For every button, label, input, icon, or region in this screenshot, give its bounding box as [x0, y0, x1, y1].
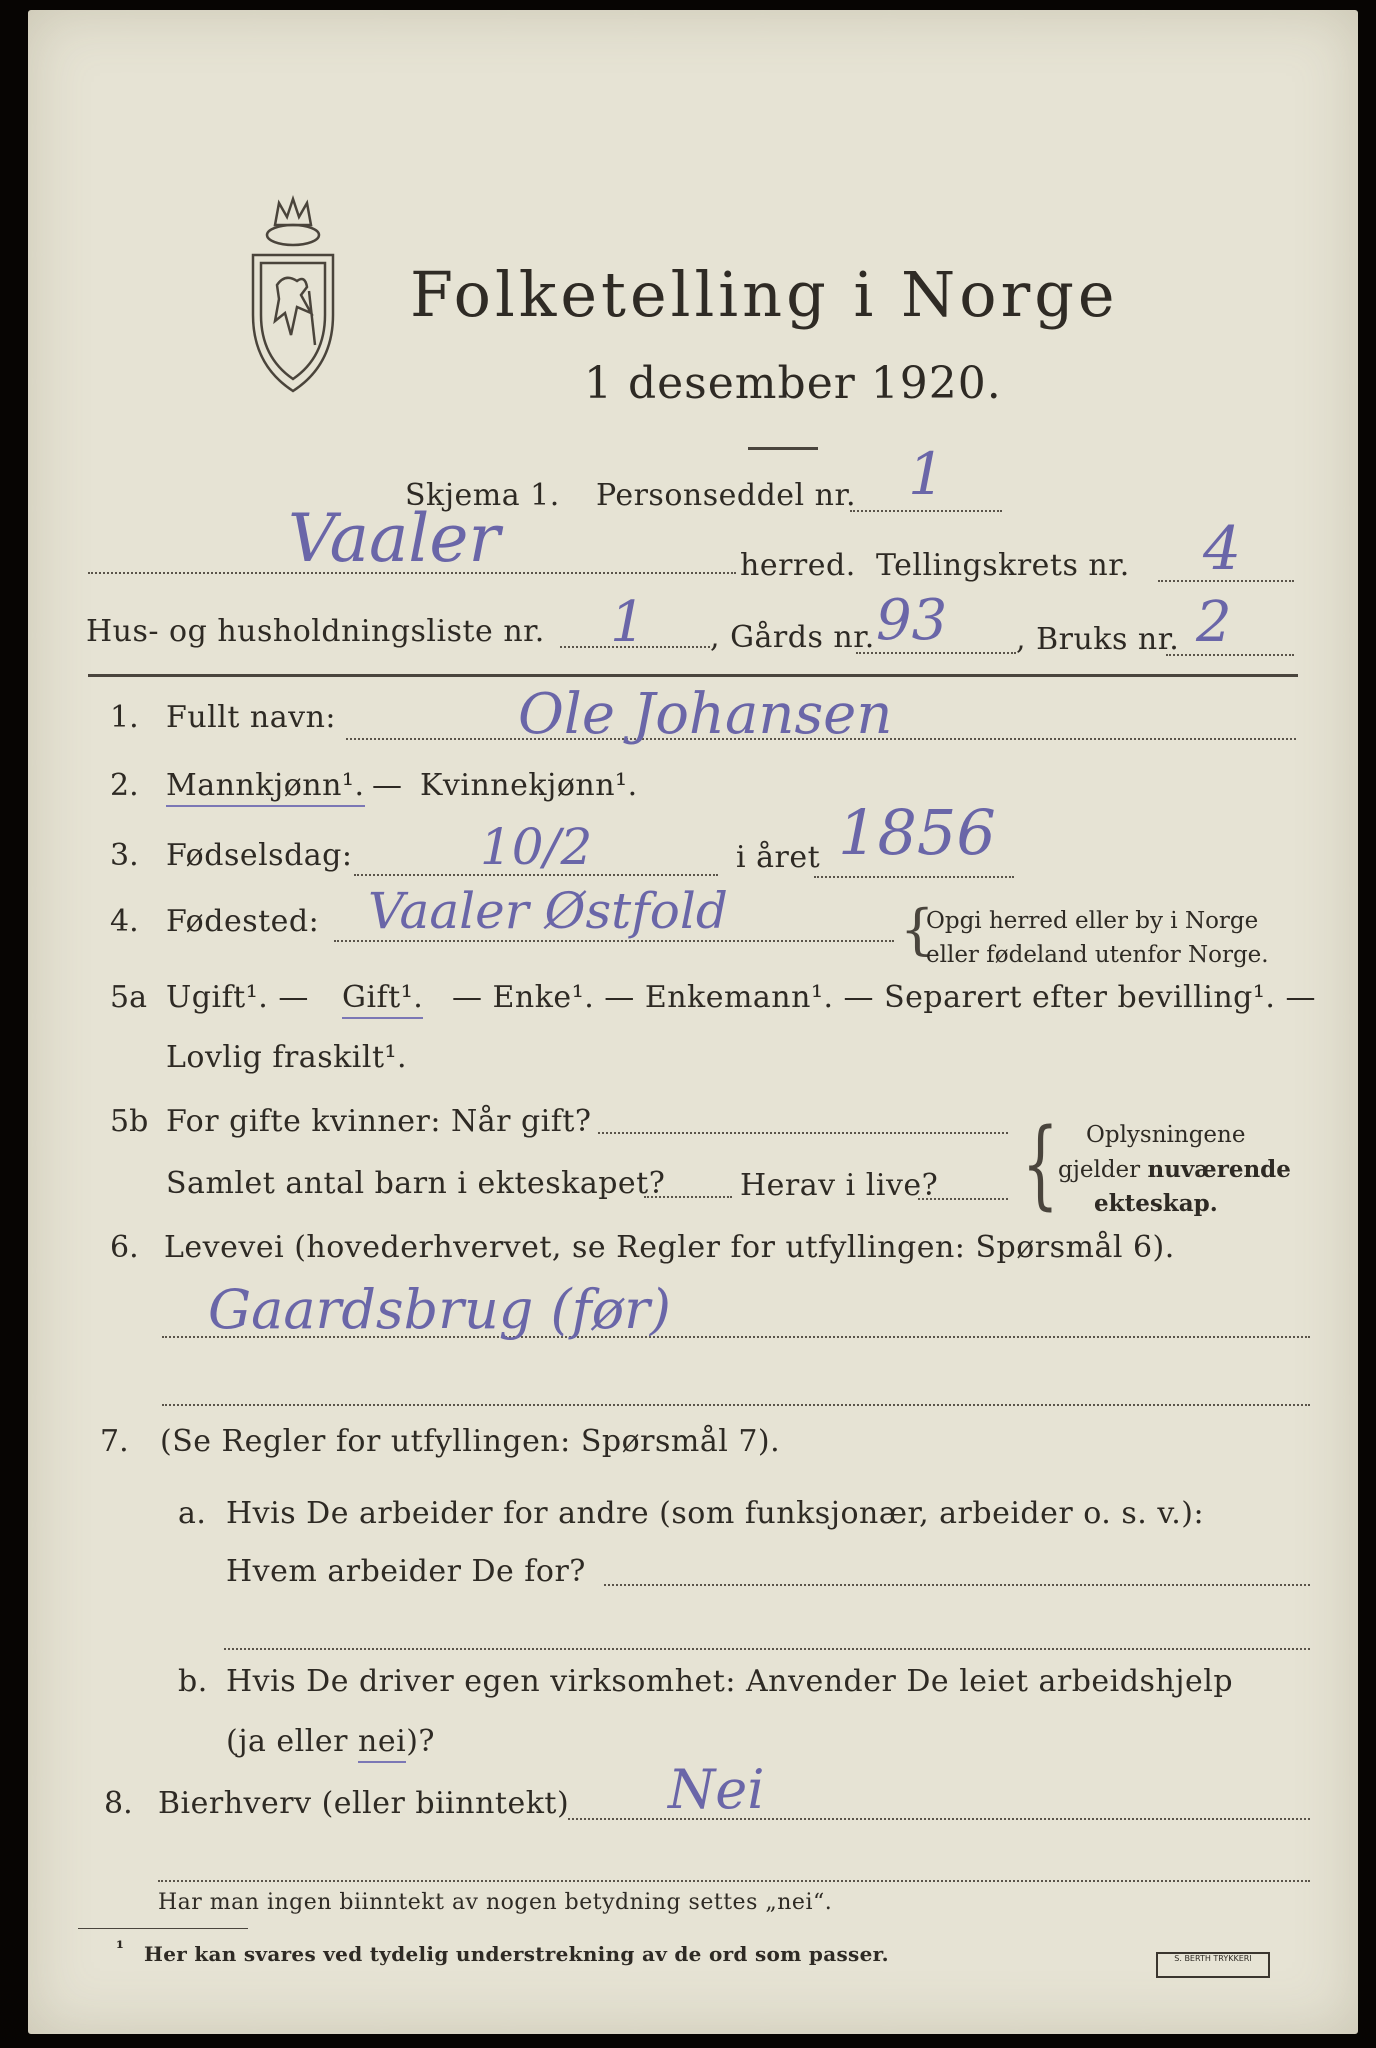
printer-stamp: [1156, 1952, 1270, 1978]
gards-value: 93: [876, 588, 948, 653]
q6-label: Levevei (hovederhvervet, se Regler for utfyllingen: Spørsmål 6).: [164, 1230, 1175, 1265]
birthplace-note-1: Opgi herred eller by i Norge: [926, 908, 1259, 934]
q2-number: 2.: [110, 768, 139, 803]
gards-label: , Gårds nr.: [710, 620, 875, 655]
q7b-answer-nei: nei: [358, 1724, 406, 1763]
bruks-value: 2: [1196, 590, 1232, 655]
occupation-field-2[interactable]: [162, 1404, 1310, 1406]
q5b-married-when-label: For gifte kvinner: Når gift?: [166, 1104, 592, 1139]
bruks-label: , Bruks nr.: [1016, 622, 1180, 657]
printer-stamp-text: S. BERTH TRYKKERI: [1174, 1954, 1252, 1963]
birthplace-value: Vaaler Østfold: [368, 882, 728, 940]
q7a-employer-label: Hvem arbeider De for?: [226, 1554, 586, 1589]
coat-of-arms-icon: [245, 195, 341, 404]
footnote-text: Her kan svares ved tydelig understrekning av de ord som passer.: [144, 1942, 889, 1966]
q5a-number: 5a: [110, 980, 147, 1015]
q1-label: Fullt navn:: [166, 700, 337, 735]
personseddel-field[interactable]: [850, 510, 1002, 512]
q3-number: 3.: [110, 838, 139, 873]
q7b-answer-option[interactable]: [226, 1724, 435, 1759]
q1-number: 1.: [110, 700, 139, 735]
q7-number: 7.: [100, 1424, 129, 1459]
footnote-mark: ¹: [116, 1938, 124, 1959]
header-divider: [88, 674, 1298, 677]
q5b-number: 5b: [110, 1104, 149, 1139]
q5b-note-2a: gjelder: [1058, 1157, 1141, 1183]
husliste-value: 1: [610, 590, 646, 655]
children-alive-field[interactable]: [918, 1198, 1008, 1200]
q7a-question: Hvis De arbeider for andre (som funksjonær, arbeider o. s. v.):: [226, 1496, 1205, 1531]
employer-field-2[interactable]: [224, 1648, 1310, 1650]
census-form-page: [28, 10, 1358, 2034]
herred-label: herred.: [740, 548, 856, 583]
form-title: Folketelling i Norge: [410, 258, 1119, 331]
tellingskrets-value: 4: [1203, 514, 1242, 584]
q3-label: Fødselsdag:: [166, 838, 353, 873]
q5a-gift-option[interactable]: [342, 980, 423, 1015]
q5a-fraskilt-option[interactable]: Lovlig fraskilt¹.: [166, 1040, 408, 1075]
q5b-brace: {: [1022, 1108, 1059, 1220]
q7-label: (Se Regler for utfyllingen: Spørsmål 7).: [160, 1424, 781, 1459]
full-name-value: Ole Johansen: [518, 682, 893, 747]
q5b-children-label: Samlet antal barn i ekteskapet?: [166, 1166, 666, 1201]
side-income-field-2[interactable]: [158, 1880, 1310, 1882]
q8-number: 8.: [104, 1786, 133, 1821]
q8-label: Bierhverv (eller biinntekt): [158, 1786, 570, 1821]
q7b-answer-prefix: (ja eller: [226, 1724, 348, 1759]
q5b-note-3: ekteskap.: [1094, 1190, 1218, 1217]
birthplace-field[interactable]: [334, 940, 894, 942]
q5b-note-1: Oplysningene: [1086, 1122, 1246, 1148]
sex-separator: —: [372, 768, 403, 803]
birthplace-note-2: eller fødeland utenfor Norge.: [926, 942, 1269, 968]
married-when-field[interactable]: [598, 1132, 1008, 1134]
personseddel-label: Personseddel nr.: [596, 478, 857, 513]
q5b-note-2: [1058, 1156, 1291, 1183]
personseddel-value: 1: [908, 440, 945, 508]
q4-number: 4.: [110, 904, 139, 939]
footnote-rule: [78, 1928, 248, 1929]
birth-year-field[interactable]: [814, 876, 1014, 878]
q5b-note-2b: nuværende: [1147, 1156, 1291, 1183]
sex-male-option[interactable]: [166, 768, 365, 803]
side-income-value: Nei: [668, 1758, 765, 1821]
husliste-label: Hus- og husholdningsliste nr.: [86, 614, 545, 649]
footer-note: Har man ingen biinntekt av nogen betydning settes „nei“.: [158, 1890, 833, 1915]
schema-label: Skjema 1.: [405, 478, 560, 513]
q7b-letter: b.: [178, 1664, 208, 1699]
birthplace-brace: {: [900, 898, 935, 961]
census-date: 1 desember 1920.: [584, 358, 1002, 409]
q5b-alive-label: Herav i live?: [740, 1168, 939, 1203]
birthday-value: 10/2: [480, 818, 593, 876]
q7b-question: Hvis De driver egen virksomhet: Anvender De leiet arbeidshjelp: [226, 1664, 1234, 1699]
q5a-gift-label: Gift¹.: [342, 980, 423, 1019]
birth-year-value: 1856: [838, 796, 996, 869]
occupation-value: Gaardsbrug (før): [208, 1278, 671, 1341]
q7a-letter: a.: [178, 1496, 207, 1531]
sex-female-option[interactable]: Kvinnekjønn¹.: [420, 768, 638, 803]
q5a-ugift-option[interactable]: Ugift¹. —: [166, 980, 309, 1015]
birth-year-label: i året: [736, 840, 821, 875]
sex-male-label: Mannkjønn¹.: [166, 768, 365, 807]
employer-field[interactable]: [604, 1584, 1310, 1586]
herred-value: Vaaler: [288, 500, 501, 577]
q4-label: Fødested:: [166, 904, 320, 939]
title-rule: [748, 447, 818, 450]
q5a-other-options[interactable]: — Enke¹. — Enkemann¹. — Separert efter bevilling¹. —: [452, 980, 1316, 1015]
q7b-answer-suffix: )?: [406, 1724, 435, 1759]
tellingskrets-label: Tellingskrets nr.: [876, 548, 1130, 583]
q6-number: 6.: [110, 1230, 139, 1265]
children-count-field[interactable]: [644, 1196, 732, 1198]
